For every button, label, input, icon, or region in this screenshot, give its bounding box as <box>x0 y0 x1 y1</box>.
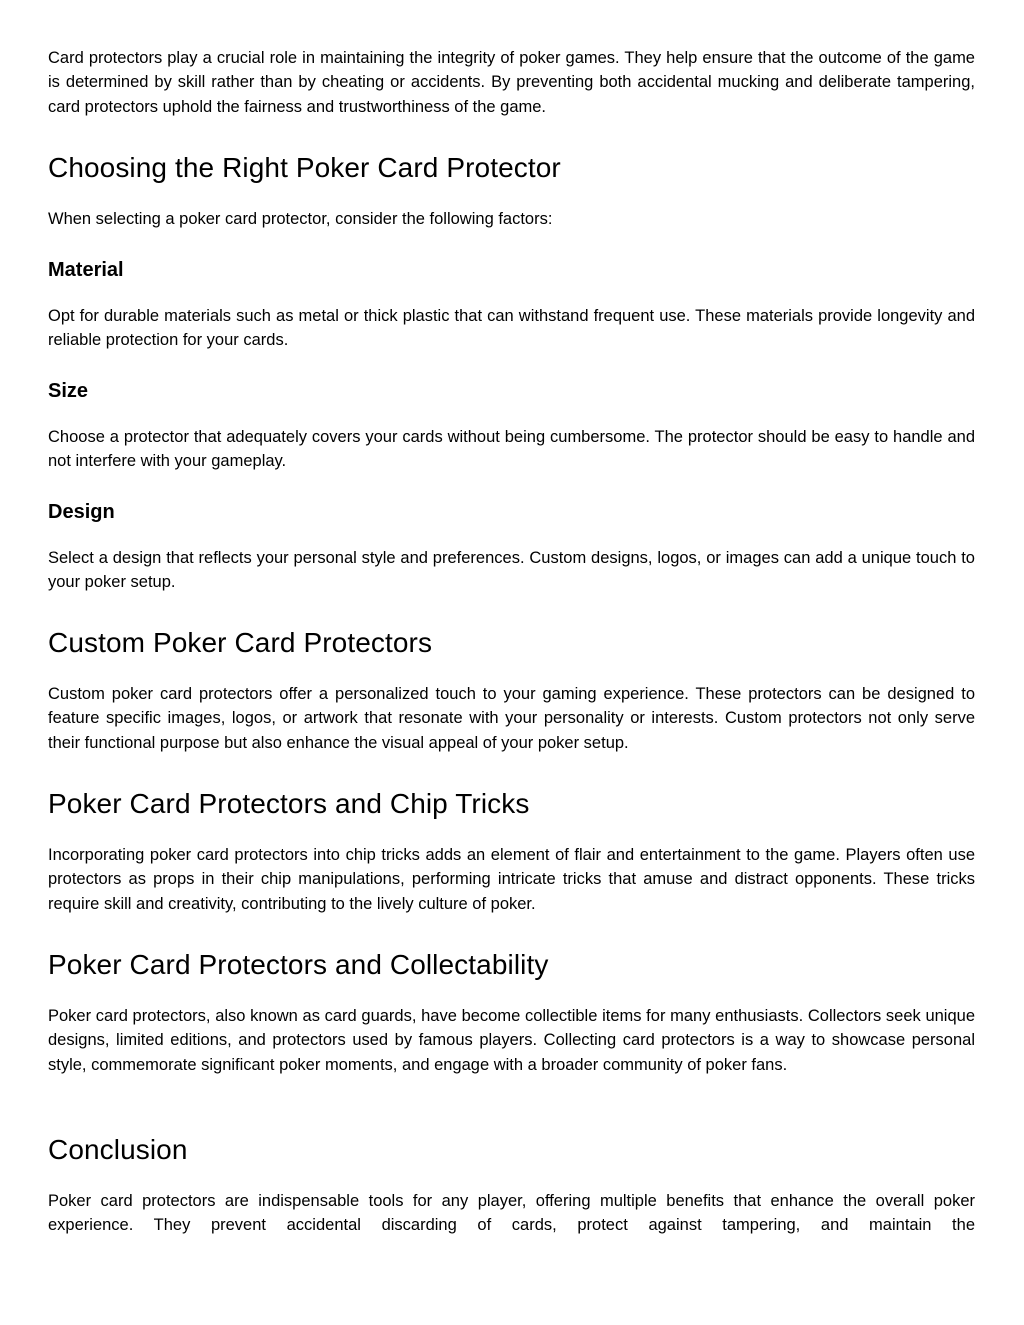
choosing-lead-paragraph: When selecting a poker card protector, consider the following factors: <box>48 210 553 228</box>
size-paragraph: Choose a protector that adequately covers your cards without being cumbersome. The protector should be easy to handle and not interfere with your gameplay. <box>48 428 975 471</box>
custom-heading: Custom Poker Card Protectors <box>48 627 433 658</box>
collectability-heading: Poker Card Protectors and Collectability <box>48 949 549 980</box>
conclusion-heading: Conclusion <box>48 1134 188 1165</box>
choosing-heading: Choosing the Right Poker Card Protector <box>48 152 561 183</box>
chip-tricks-paragraph: Incorporating poker card protectors into chip tricks adds an element of flair and entertainment to the game. Players often use protectors as props in their chip manipulations, performing intricate tricks that amuse and distract opponents. These tricks require skill and creativity, contributing to the lively culture of poker. <box>48 846 975 913</box>
intro-paragraph: Card protectors play a crucial role in maintaining the integrity of poker games. They help ensure that the outcome of the game is determined by skill rather than by cheating or accidents. By preventing both accidental mucking and deliberate tampering, card protectors uphold the fairness and trustworthiness of the game. <box>48 49 975 116</box>
size-heading: Size <box>48 380 89 402</box>
collectability-paragraph: Poker card protectors, also known as card guards, have become collectible items for many enthusiasts. Collectors seek unique designs, limited editions, and protectors used by famous players. Collecting card protectors is a way to showcase personal style, commemorate significant poker moments, and engage with a broader community of poker fans. <box>48 1007 975 1074</box>
material-heading: Material <box>48 259 124 281</box>
conclusion-paragraph: Poker card protectors are indispensable tools for any player, offering multiple benefits that enhance the overall poker experience. They prevent accidental discarding of cards, protect against tampering, and maintain the <box>48 1192 975 1235</box>
design-heading: Design <box>48 501 115 523</box>
custom-paragraph: Custom poker card protectors offer a personalized touch to your gaming experience. These protectors can be designed to feature specific images, logos, or artwork that resonate with your personality or interests. Custom protectors not only serve their functional purpose but also enhance the visual appeal of your poker setup. <box>48 685 975 752</box>
design-paragraph: Select a design that reflects your personal style and preferences. Custom designs, logos, or images can add a unique touch to your poker setup. <box>48 549 975 592</box>
chip-tricks-heading: Poker Card Protectors and Chip Tricks <box>48 788 530 819</box>
material-paragraph: Opt for durable materials such as metal or thick plastic that can withstand frequent use. These materials provide longevity and reliable protection for your cards. <box>48 307 975 350</box>
